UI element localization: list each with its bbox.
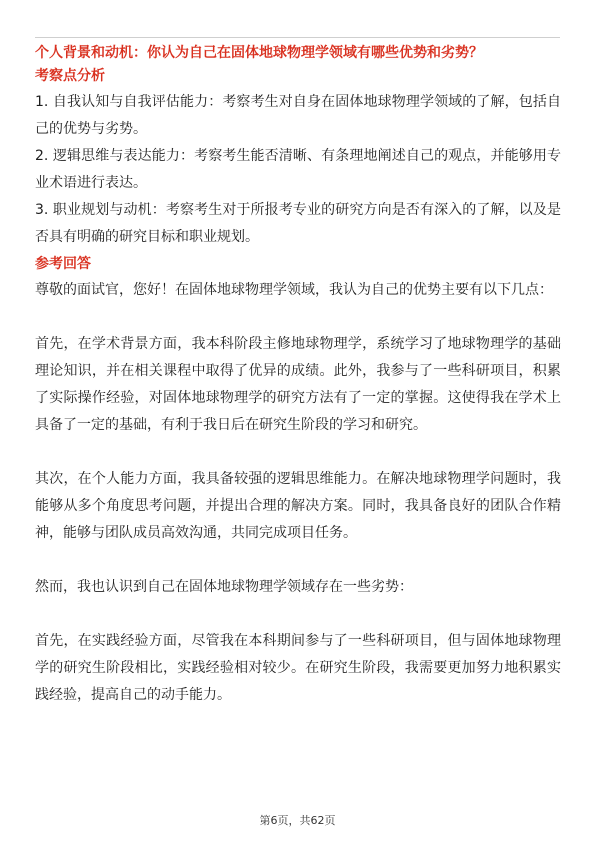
analysis-item-1: 1. 自我认知与自我评估能力：考察考生对自身在固体地球物理学领域的了解，包括自己的优势与劣势。 [35,94,561,137]
paragraph-spacer [35,304,561,331]
question-title: 个人背景和动机：你认为自己在固体地球物理学领域有哪些优势和劣势？ [35,45,483,61]
analysis-heading: 考察点分析 [35,68,105,84]
analysis-item-3: 3. 职业规划与动机：考察考生对于所报考专业的研究方向是否有深入的了解，以及是否具有明确的研究目标和职业规划。 [35,202,561,245]
answer-paragraph-5: 首先，在实践经验方面，尽管我在本科期间参与了一些科研项目，但与固体地球物理学的研究生阶段相比，实践经验相对较少。在研究生阶段，我需要更加努力地积累实践经验，提高自己的动手能力。 [35,633,561,703]
answer-paragraph-4: 然而，我也认识到自己在固体地球物理学领域存在一些劣势： [35,579,413,595]
page-number: 第6页，共62页 [259,814,336,827]
header-rule [35,37,560,38]
analysis-item-2: 2. 逻辑思维与表达能力：考察考生能否清晰、有条理地阐述自己的观点，并能够用专业术语进行表达。 [35,148,561,191]
answer-paragraph-2: 首先，在学术背景方面，我本科阶段主修地球物理学，系统学习了地球物理学的基础理论知识，并在相关课程中取得了优异的成绩。此外，我参与了一些科研项目，积累了实际操作经验，对固体地球物理学的研究方法有了一定的掌握。这使得我在学术上具备了一定的基础，有利于我日后在研究生阶段的学习和研究。 [35,336,561,433]
paragraph-spacer [35,547,561,574]
answer-paragraph-3: 其次，在个人能力方面，我具备较强的逻辑思维能力。在解决地球物理学问题时，我能够从多个角度思考问题，并提出合理的解决方案。同时，我具备良好的团队合作精神，能够与团队成员高效沟通，共同完成项目任务。 [35,471,561,541]
paragraph-spacer [35,601,561,628]
answer-heading: 参考回答 [35,256,91,272]
paragraph-spacer [35,439,561,466]
document-body [35,43,561,709]
answer-paragraph-1: 尊敬的面试官，您好！在固体地球物理学领域，我认为自己的优势主要有以下几点： [35,282,553,298]
